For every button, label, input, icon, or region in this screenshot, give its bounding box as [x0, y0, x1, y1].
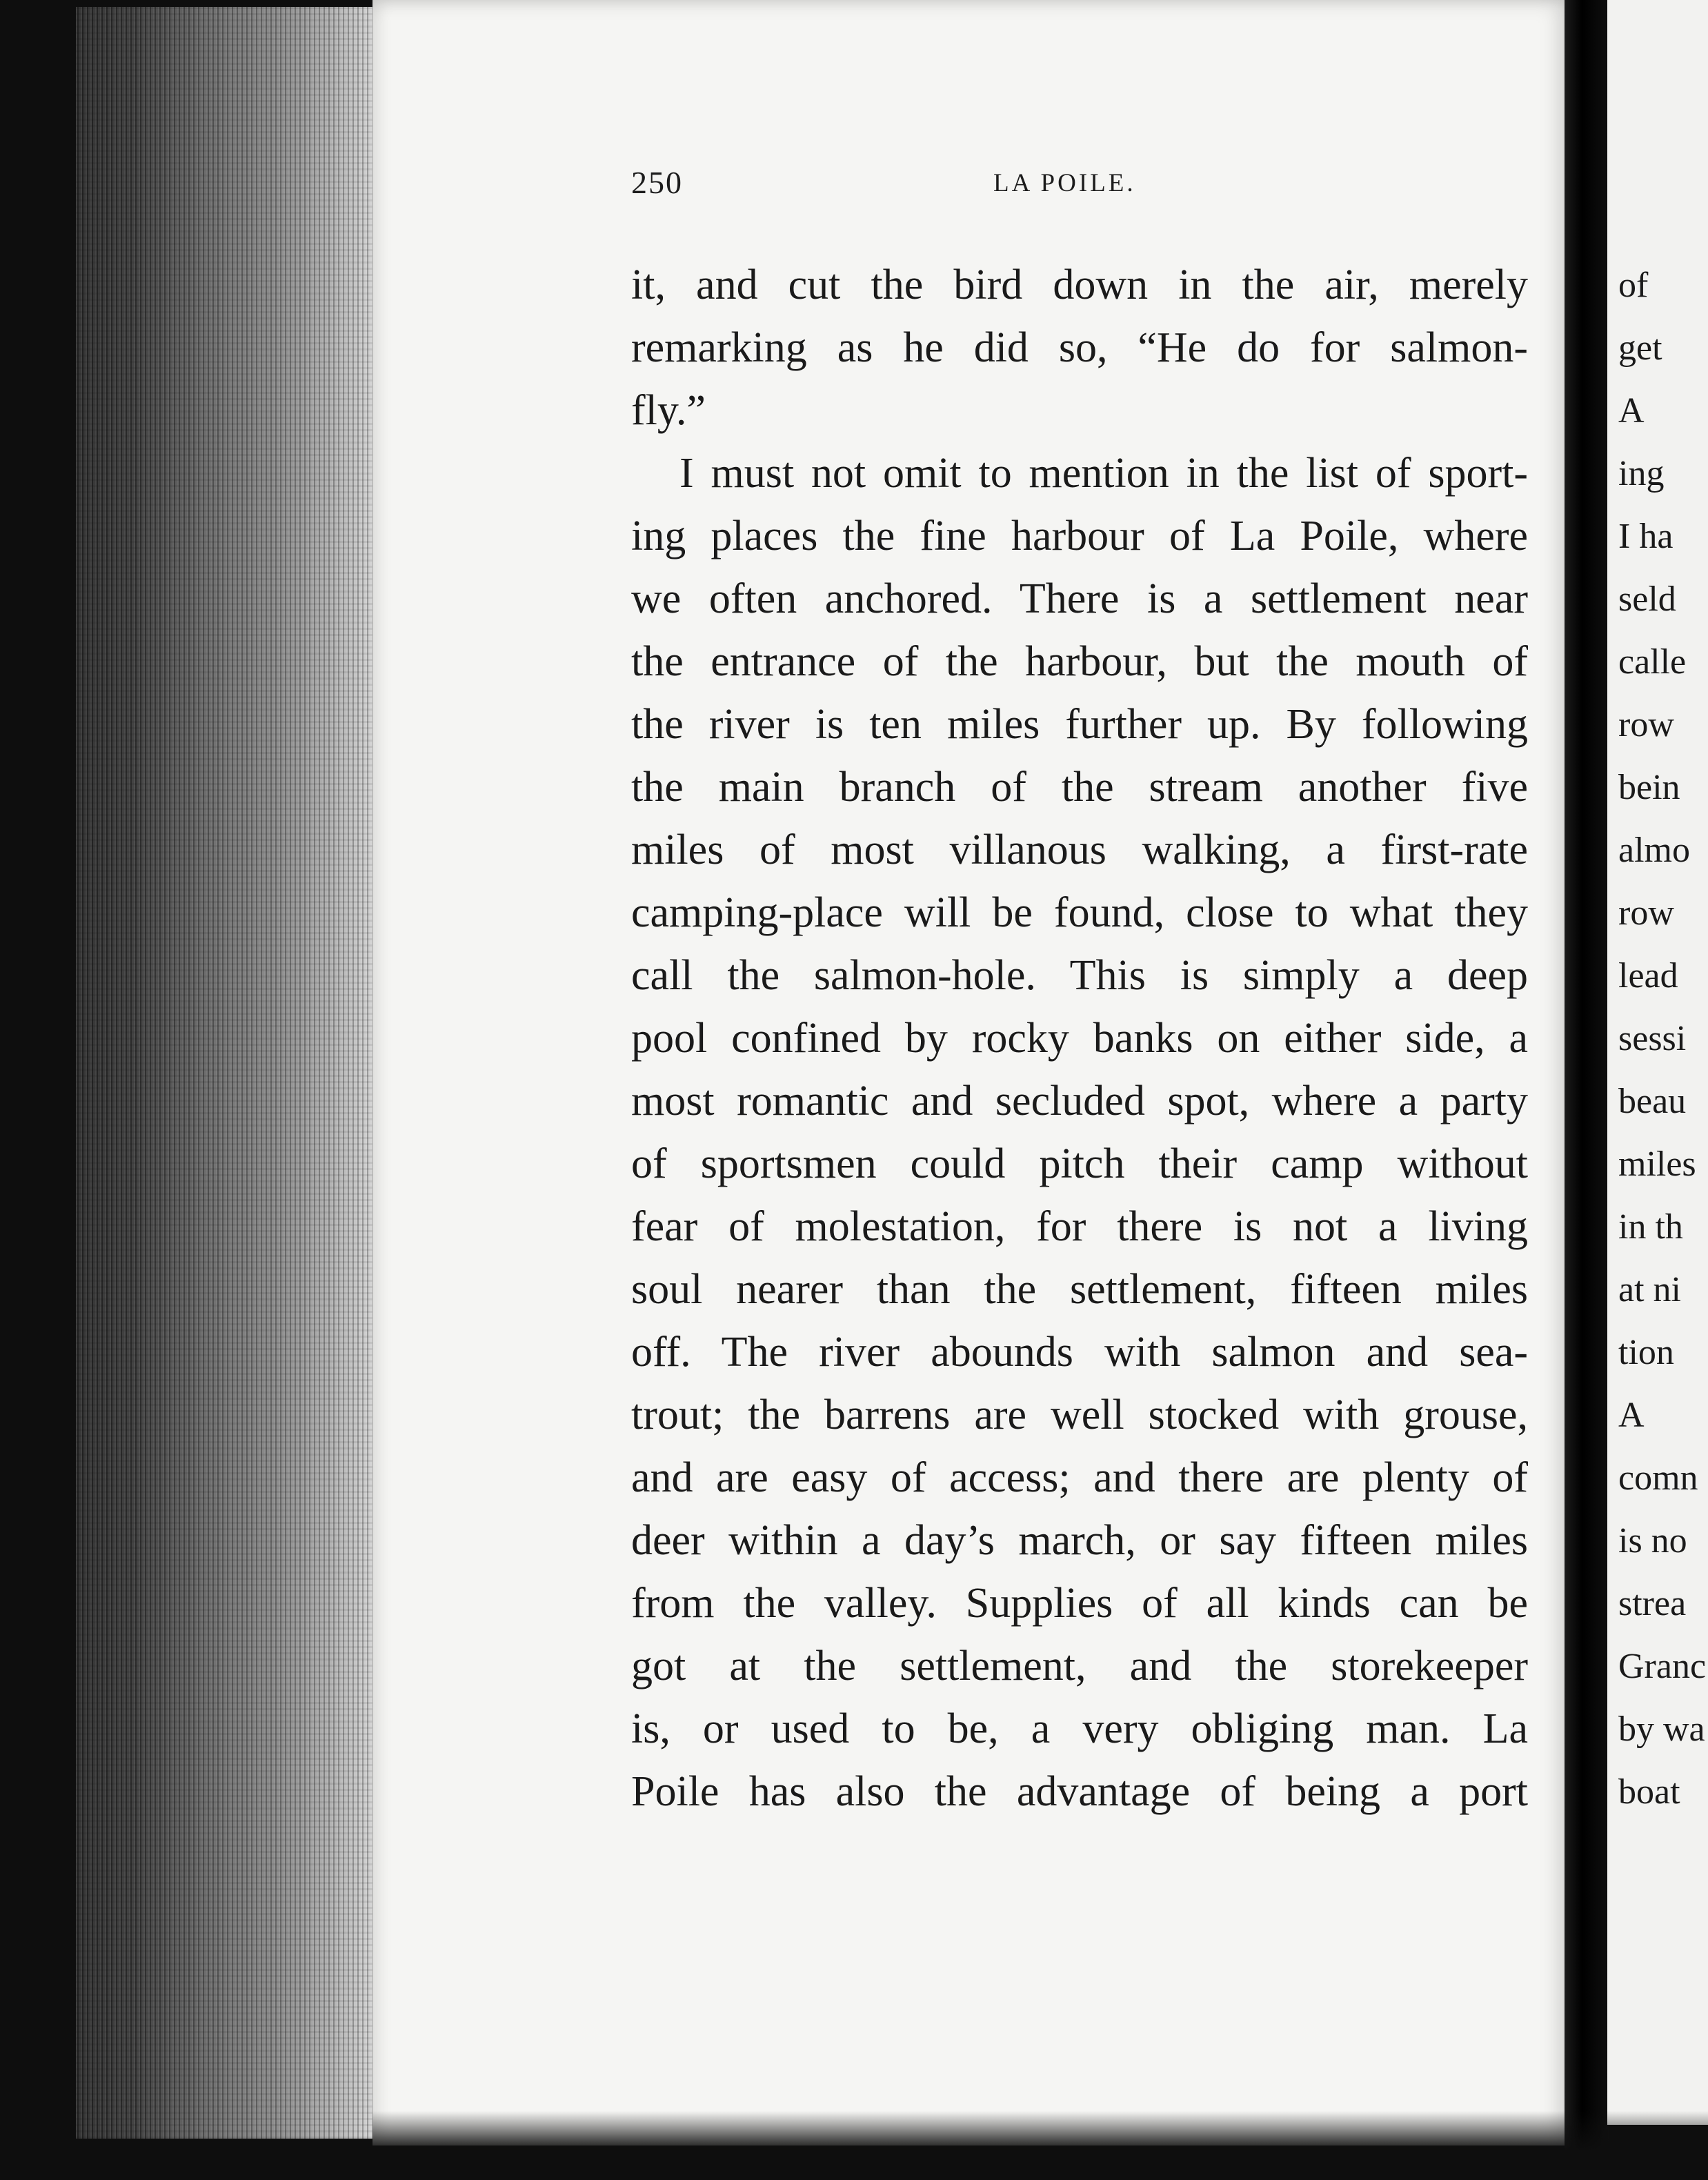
text-line: call the salmon-hole. This is simply a deep [631, 952, 1528, 999]
facing-page-line: lead [1618, 956, 1678, 995]
facing-page-line: at ni [1618, 1270, 1681, 1309]
text-line: and are easy of access; and there are plenty of [631, 1454, 1528, 1501]
facing-page-line: comn [1618, 1458, 1698, 1498]
facing-page-line: of [1618, 266, 1649, 305]
facing-page-line: sessi [1618, 1019, 1687, 1058]
facing-page-line: seld [1618, 579, 1676, 619]
page-number: 250 [631, 165, 683, 200]
facing-page-line: get [1618, 328, 1662, 368]
body-text [631, 254, 1528, 1823]
text-line: got at the settlement, and the storekeeper [631, 1643, 1528, 1690]
facing-page-line: by wa [1618, 1710, 1705, 1749]
facing-page-line: tion [1618, 1333, 1674, 1372]
text-line: I must not omit to mention in the list of sport- [679, 450, 1528, 497]
facing-page-line: miles [1618, 1144, 1696, 1184]
text-line: miles of most villanous walking, a first-rate [631, 826, 1528, 873]
text-line: off. The river abounds with salmon and sea- [631, 1329, 1528, 1376]
text-line: remarking as he did so, “He do for salmon- [631, 324, 1528, 371]
facing-page-line: row [1618, 893, 1674, 933]
page-edges-texture [76, 7, 379, 2139]
facing-page-line: in th [1618, 1207, 1683, 1247]
text-line: camping-place will be found, close to what they [631, 889, 1528, 936]
text-line: of sportsmen could pitch their camp without [631, 1140, 1528, 1187]
text-line: pool confined by rocky banks on either side, a [631, 1015, 1528, 1062]
book-gutter [1565, 0, 1609, 2152]
text-line: trout; the barrens are well stocked with grouse, [631, 1391, 1528, 1438]
facing-page-line: Granc [1618, 1647, 1707, 1686]
text-line: the river is ten miles further up. By following [631, 701, 1528, 748]
text-line: the main branch of the stream another five [631, 764, 1528, 811]
text-line: it, and cut the bird down in the air, merely [631, 261, 1528, 308]
facing-page-line: I ha [1618, 517, 1674, 556]
text-line: deer within a day’s march, or say fifteen miles [631, 1517, 1528, 1564]
text-line: the entrance of the harbour, but the mouth of [631, 638, 1528, 685]
facing-page-text [1618, 254, 1708, 1823]
bottom-shadow [373, 2111, 1708, 2180]
facing-page-line: is no [1618, 1521, 1687, 1560]
facing-page-line: calle [1618, 642, 1687, 682]
text-line: fear of molestation, for there is not a living [631, 1203, 1528, 1250]
facing-page-line: row [1618, 705, 1674, 744]
facing-page-line: A [1618, 391, 1645, 430]
facing-page-line: boat [1618, 1772, 1680, 1812]
facing-page-line: bein [1618, 768, 1680, 807]
text-line: from the valley. Supplies of all kinds can be [631, 1580, 1528, 1627]
text-line: we often anchored. There is a settlement near [631, 575, 1528, 622]
running-head: LA POILE. [993, 169, 1136, 197]
text-line: is, or used to be, a very obliging man. La [631, 1705, 1528, 1752]
facing-page-line: strea [1618, 1584, 1687, 1623]
facing-page-line: A [1618, 1396, 1645, 1435]
text-line: Poile has also the advantage of being a port [631, 1768, 1528, 1815]
text-line: most romantic and secluded spot, where a party [631, 1078, 1528, 1124]
text-line: fly.” [631, 387, 706, 434]
facing-page-line: beau [1618, 1082, 1687, 1121]
page-header [631, 164, 1528, 206]
text-line: soul nearer than the settlement, fifteen miles [631, 1266, 1528, 1313]
facing-page-line: ing [1618, 454, 1665, 493]
facing-page-line: almo [1618, 831, 1690, 870]
text-line: ing places the fine harbour of La Poile, where [631, 513, 1528, 559]
